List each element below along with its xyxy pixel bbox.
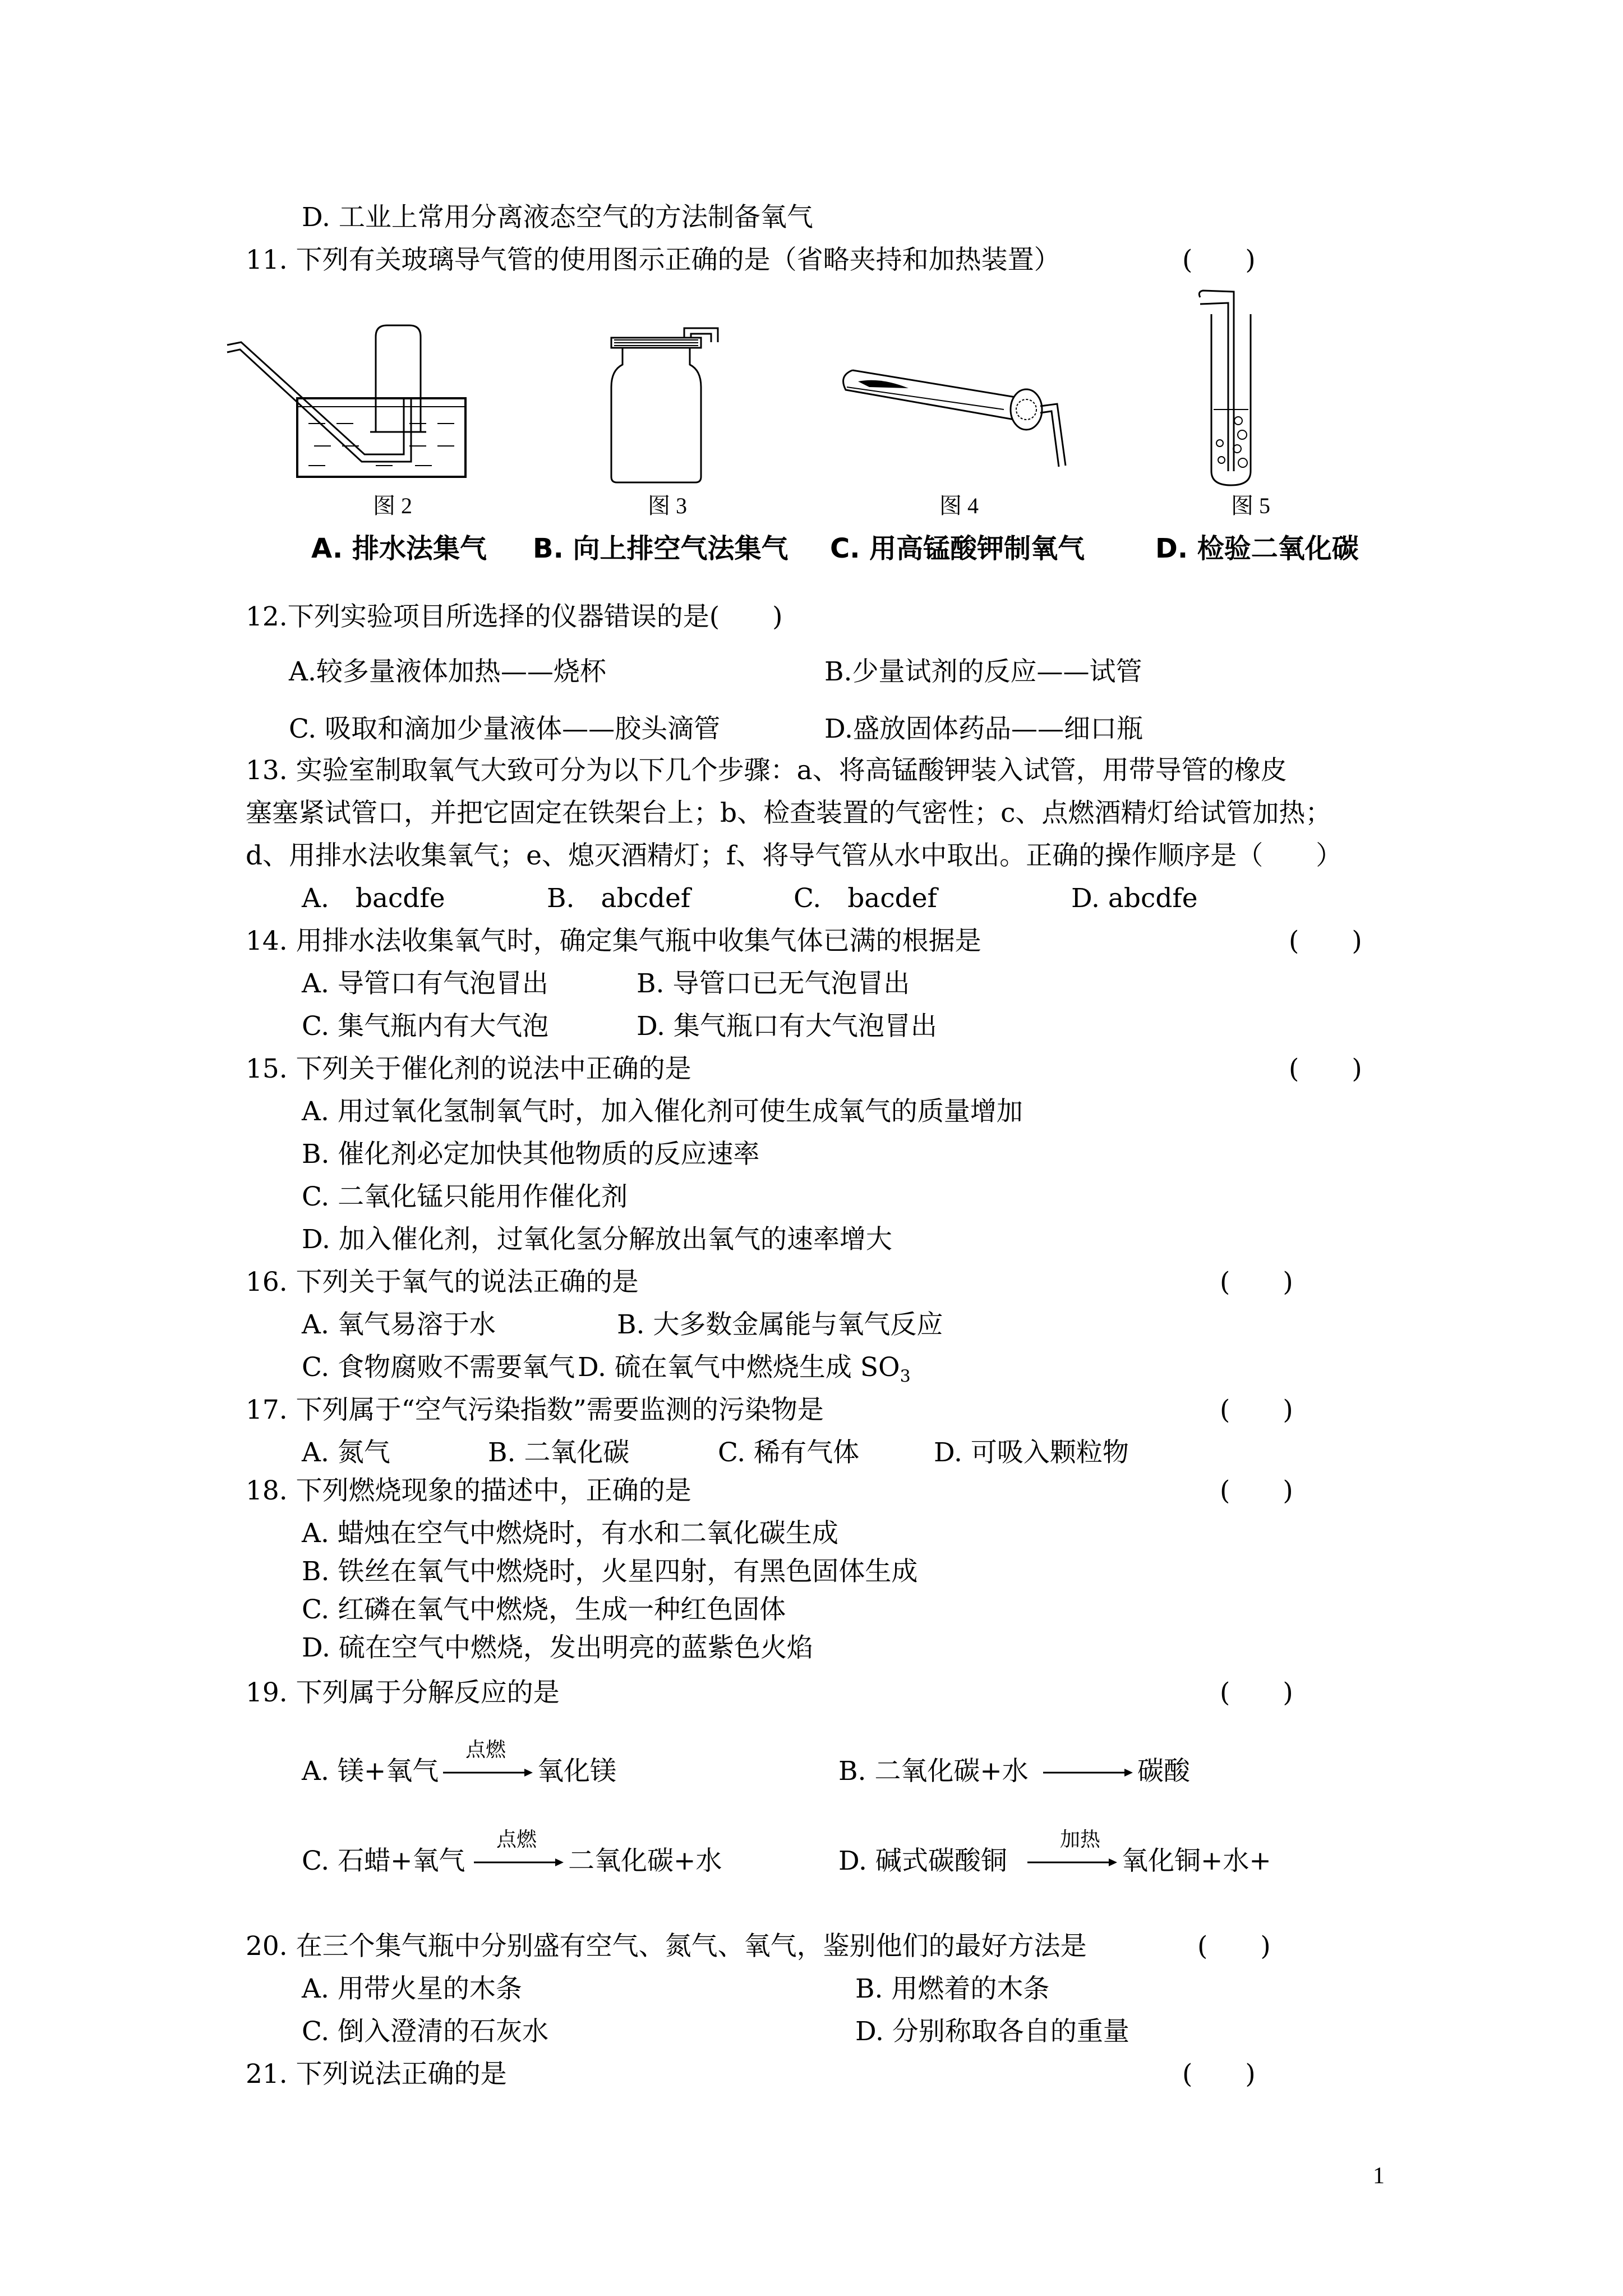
q15-answer-bracket: ( ) <box>1289 1053 1362 1084</box>
q20-option-c: C. 倒入澄清的石灰水 <box>302 2016 549 2047</box>
q17-option-c: C. 稀有气体 <box>718 1437 860 1468</box>
figure-4-caption: C. 用高锰酸钾制氧气 <box>830 533 1085 564</box>
q18-option-d: D. 硫在空气中燃烧，发出明亮的蓝紫色火焰 <box>302 1632 813 1663</box>
q17-option-b: B. 二氧化碳 <box>488 1437 630 1468</box>
q20-option-b: B. 用燃着的木条 <box>855 1973 1050 2004</box>
q19-option-c-arrow <box>474 1857 564 1868</box>
q15-option-d: D. 加入催化剂，过氧化氢分解放出氧气的速率增大 <box>302 1224 892 1255</box>
q16-option-b: B. 大多数金属能与氧气反应 <box>617 1309 943 1340</box>
q17-answer-bracket: ( ) <box>1220 1395 1293 1425</box>
figure-3-label: 图 3 <box>648 493 687 518</box>
q19-option-d-right: 氧化铜+水+ <box>1122 1846 1271 1876</box>
q11-answer-bracket: ( ) <box>1182 245 1256 275</box>
q13-line-1: 13. 实验室制取氧气大致可分为以下几个步骤：a、将高锰酸钾装入试管，用带导管的橡皮 <box>246 755 1287 786</box>
q17-option-d: D. 可吸入颗粒物 <box>934 1437 1129 1468</box>
q14-answer-bracket: ( ) <box>1289 926 1362 956</box>
q10-option-d: D. 工业上常用分离液态空气的方法制备氧气 <box>302 202 813 233</box>
q18-option-a: A. 蜡烛在空气中燃烧时，有水和二氧化碳生成 <box>302 1518 838 1549</box>
page-number: 1 <box>1373 2163 1385 2189</box>
q16-option-c: C. 食物腐败不需要氧气 <box>302 1352 575 1383</box>
figure-2-caption: A. 排水法集气 <box>311 533 487 564</box>
q19-option-b-left: B. 二氧化碳+水 <box>838 1756 1029 1787</box>
q19-option-c-condition: 点燃 <box>496 1828 537 1851</box>
q12-option-d: D.盛放固体药品——细口瓶 <box>824 714 1143 744</box>
q14-option-d: D. 集气瓶口有大气泡冒出 <box>637 1011 937 1042</box>
q16-option-d <box>578 1352 911 1392</box>
q16-option-d-text: D. 硫在氧气中燃烧生成 SO <box>578 1352 900 1383</box>
q17-stem: 17. 下列属于“空气污染指数”需要监测的污染物是 <box>246 1395 824 1425</box>
q11-stem: 11. 下列有关玻璃导气管的使用图示正确的是（省略夹持和加热装置） <box>246 245 1061 275</box>
q16-option-d-subscript: 3 <box>900 1366 911 1387</box>
q18-stem: 18. 下列燃烧现象的描述中，正确的是 <box>246 1475 691 1506</box>
q20-answer-bracket: ( ) <box>1197 1931 1271 1962</box>
figure-5-co2-test <box>1189 286 1290 488</box>
q17-option-a: A. 氮气 <box>302 1437 390 1468</box>
q19-option-b-right: 碳酸 <box>1137 1756 1190 1787</box>
q18-answer-bracket: ( ) <box>1220 1475 1293 1506</box>
q19-option-c-left: C. 石蜡+氧气 <box>302 1846 465 1876</box>
q13-option-a: A. bacdfe <box>302 883 445 914</box>
q19-option-b-arrow <box>1043 1767 1133 1778</box>
q16-option-a: A. 氧气易溶于水 <box>302 1309 496 1340</box>
q13-option-c: C. bacdef <box>794 883 937 914</box>
q12-option-b: B.少量试剂的反应——试管 <box>824 656 1142 687</box>
q12-stem: 12.下列实验项目所选择的仪器错误的是( ) <box>246 601 783 632</box>
q19-answer-bracket: ( ) <box>1220 1677 1293 1708</box>
q20-stem: 20. 在三个集气瓶中分别盛有空气、氮气、氧气，鉴别他们的最好方法是 <box>246 1931 1087 1962</box>
q13-line-3: d、用排水法收集氧气；e、熄灭酒精灯；f、将导气管从水中取出。正确的操作顺序是（ ） <box>246 840 1343 871</box>
q19-option-d-arrow <box>1027 1857 1117 1868</box>
figure-2-label: 图 2 <box>373 493 412 518</box>
q19-option-a-condition: 点燃 <box>465 1738 506 1761</box>
q20-option-d: D. 分别称取各自的重量 <box>855 2016 1129 2047</box>
q21-answer-bracket: ( ) <box>1182 2059 1256 2090</box>
q13-option-d: D. abcdfe <box>1071 883 1198 914</box>
q16-answer-bracket: ( ) <box>1220 1267 1293 1297</box>
figure-2-water-displacement <box>224 314 494 488</box>
q19-option-c-right: 二氧化碳+水 <box>568 1846 722 1876</box>
q14-stem: 14. 用排水法收集氧气时，确定集气瓶中收集气体已满的根据是 <box>246 926 981 956</box>
q19-option-a-right: 氧化镁 <box>537 1756 616 1787</box>
q19-option-a-arrow <box>443 1767 533 1778</box>
q13-option-b: B. abcdef <box>547 883 691 914</box>
q18-option-c: C. 红磷在氧气中燃烧，生成一种红色固体 <box>302 1594 786 1625</box>
figure-5-caption: D. 检验二氧化碳 <box>1155 533 1359 564</box>
q12-option-a: A.较多量液体加热——烧杯 <box>289 656 606 687</box>
q18-option-b: B. 铁丝在氧气中燃烧时，火星四射，有黑色固体生成 <box>302 1556 918 1587</box>
q19-stem: 19. 下列属于分解反应的是 <box>246 1677 560 1708</box>
figure-4-label: 图 4 <box>939 493 979 518</box>
q19-option-d-condition: 加热 <box>1060 1828 1101 1851</box>
q15-option-c: C. 二氧化锰只能用作催化剂 <box>302 1181 628 1212</box>
q15-option-b: B. 催化剂必定加快其他物质的反应速率 <box>302 1139 760 1170</box>
q15-option-a: A. 用过氧化氢制氧气时，加入催化剂可使生成氧气的质量增加 <box>302 1096 1023 1127</box>
q16-stem: 16. 下列关于氧气的说法正确的是 <box>246 1267 639 1297</box>
figure-5-label: 图 5 <box>1231 493 1270 518</box>
q14-option-c: C. 集气瓶内有大气泡 <box>302 1011 549 1042</box>
q13-line-2: 塞塞紧试管口，并把它固定在铁架台上；b、检查装置的气密性；c、点燃酒精灯给试管加热； <box>246 798 1332 829</box>
q14-option-b: B. 导管口已无气泡冒出 <box>637 968 910 999</box>
q19-option-a-left: A. 镁+氧气 <box>302 1756 439 1787</box>
q20-option-a: A. 用带火星的木条 <box>302 1973 522 2004</box>
figure-4-kmno4-heating <box>836 348 1094 488</box>
figure-3-upward-air <box>600 325 735 488</box>
q21-stem: 21. 下列说法正确的是 <box>246 2059 507 2090</box>
figure-3-caption: B. 向上排空气法集气 <box>533 533 789 564</box>
q12-option-c: C. 吸取和滴加少量液体——胶头滴管 <box>289 714 721 744</box>
q14-option-a: A. 导管口有气泡冒出 <box>302 968 548 999</box>
q19-option-d-left: D. 碱式碳酸铜 <box>838 1846 1007 1876</box>
q15-stem: 15. 下列关于催化剂的说法中正确的是 <box>246 1053 691 1084</box>
